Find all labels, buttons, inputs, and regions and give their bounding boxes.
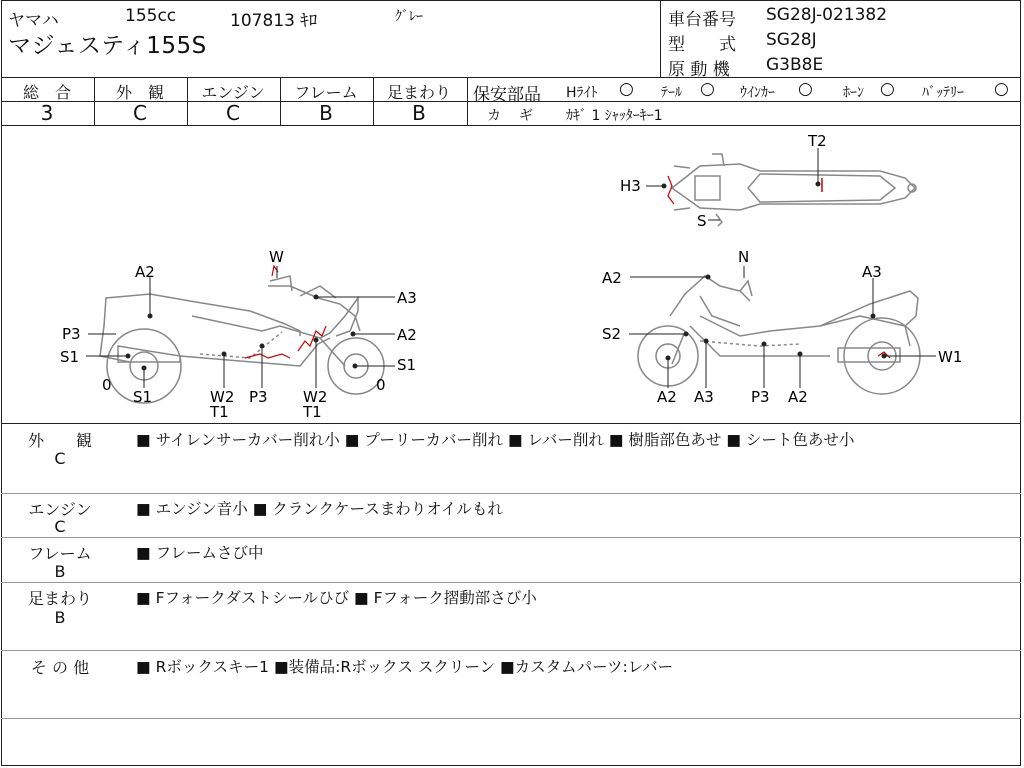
section-other-notes: ■ Rボックスキー1 ■装備品:Rボックス スクリーン ■カスタムパーツ:レバー [136, 658, 674, 676]
label-a2: A2 [602, 269, 622, 287]
engine-grade-value: C [226, 101, 240, 125]
label-w: W [269, 248, 284, 266]
color: ｸﾞﾚｰ [395, 9, 423, 25]
label-t2: T2 [808, 132, 827, 150]
section-suspension-grade: B [54, 608, 66, 627]
headlight-status-icon: ○ [619, 79, 634, 99]
divider [467, 77, 468, 125]
label-a3: A3 [397, 289, 417, 307]
exterior-grade-label: 外 観 [115, 83, 164, 102]
label-a2b: A2 [657, 388, 677, 406]
label-zero-rear: 0 [376, 376, 386, 394]
engine-type-value: G3B8E [766, 55, 824, 75]
section-frame-notes: ■ フレームさび中 [136, 544, 264, 562]
label-s: S [697, 212, 707, 230]
model-type-value: SG28J [766, 30, 817, 50]
key-value: ｶｷﾞ 1 ｼｬｯﾀｰｷｰ1 [566, 108, 663, 124]
damage-diagram [0, 126, 1024, 423]
label-s1b: S1 [397, 356, 417, 374]
label-h3: H3 [620, 177, 641, 195]
scooter-left-side-view [100, 276, 384, 403]
suspension-grade-label: 足まわり [386, 83, 451, 102]
label-w1: W1 [938, 348, 963, 366]
frame-number-value: SG28J-021382 [766, 5, 888, 25]
label-a2b: A2 [397, 326, 417, 344]
exterior-grade-value: C [133, 101, 147, 125]
tail-status-icon: ○ [700, 79, 715, 99]
maker: ヤマハ [8, 11, 59, 31]
engine-type-label: 原 動 機 [668, 60, 730, 80]
engine-grade-label: エンジン [201, 83, 265, 102]
section-engine-label: エンジン [28, 500, 92, 519]
damage-mark [245, 354, 290, 358]
label-a2: A2 [135, 263, 155, 281]
model-name: マジェスティ155S [8, 33, 207, 59]
displacement: 155cc [125, 6, 177, 26]
model-type-label: 型 式 [668, 35, 736, 55]
mileage: 107813 ｷﾛ [230, 11, 318, 31]
divider [1, 423, 1021, 424]
label-t1b: T1 [303, 403, 322, 421]
label-s1: S1 [60, 348, 80, 366]
frame-grade-label: フレーム [294, 83, 358, 102]
section-suspension-label: 足まわり [27, 589, 92, 608]
suspension-grade-value: B [412, 101, 426, 125]
battery-status-icon: ○ [994, 79, 1009, 99]
divider [1, 650, 1021, 651]
label-s1c: S1 [133, 388, 153, 406]
section-exterior-grade: C [54, 449, 66, 468]
key-label: カ ギ [487, 108, 535, 124]
safety-parts-label: 保安部品 [473, 85, 541, 105]
label-w2b: W2 [303, 388, 328, 406]
divider [1, 582, 1021, 583]
frame-number-label: 車台番号 [668, 10, 736, 30]
section-engine-notes: ■ エンジン音小 ■ クランクケースまわりオイルもれ [136, 500, 503, 518]
section-exterior-label: 外 観 [27, 431, 92, 450]
tail-label: ﾃｰﾙ [661, 85, 682, 101]
label-a3: A3 [862, 263, 882, 281]
divider [1, 718, 1021, 719]
label-w2: W2 [210, 388, 235, 406]
overall-grade-label: 総 合 [22, 83, 71, 102]
divider [1, 537, 1021, 538]
label-a2c: A2 [788, 388, 808, 406]
label-p3: P3 [62, 325, 81, 343]
section-exterior-notes: ■ サイレンサーカバー削れ小 ■ プーリーカバー削れ ■ レバー削れ ■ 樹脂部色あせ ■ シート色あせ小 [136, 431, 855, 449]
divider [1, 77, 1021, 78]
section-engine-grade: C [54, 517, 66, 536]
damage-mark [298, 326, 326, 351]
section-other-label: そ の 他 [30, 658, 90, 677]
section-frame-grade: B [54, 562, 66, 581]
section-frame-label: フレーム [28, 544, 92, 563]
label-zero-front: 0 [102, 376, 112, 394]
label-n: N [738, 248, 750, 266]
divider [1, 493, 1021, 494]
label-p3b: P3 [249, 388, 268, 406]
divider [660, 0, 661, 77]
label-a3b: A3 [694, 388, 714, 406]
overall-grade-value: 3 [40, 101, 54, 125]
section-suspension-notes: ■ Fフォークダストシールひび ■ Fフォーク摺動部さび小 [136, 589, 537, 607]
winker-label: ｳｲﾝｶｰ [740, 85, 775, 101]
winker-status-icon: ○ [798, 79, 813, 99]
horn-label: ﾎｰﾝ [843, 85, 864, 101]
frame-grade-value: B [319, 101, 333, 125]
damage-mark [668, 176, 674, 204]
scooter-top-view [672, 154, 916, 226]
horn-status-icon: ○ [880, 79, 895, 99]
label-s2: S2 [602, 325, 622, 343]
label-t1: T1 [210, 403, 229, 421]
headlight-label: Hﾗｲﾄ [566, 85, 598, 101]
battery-label: ﾊﾞｯﾃﾘｰ [922, 85, 964, 101]
label-p3: P3 [751, 388, 770, 406]
scooter-right-side-view [638, 276, 920, 394]
